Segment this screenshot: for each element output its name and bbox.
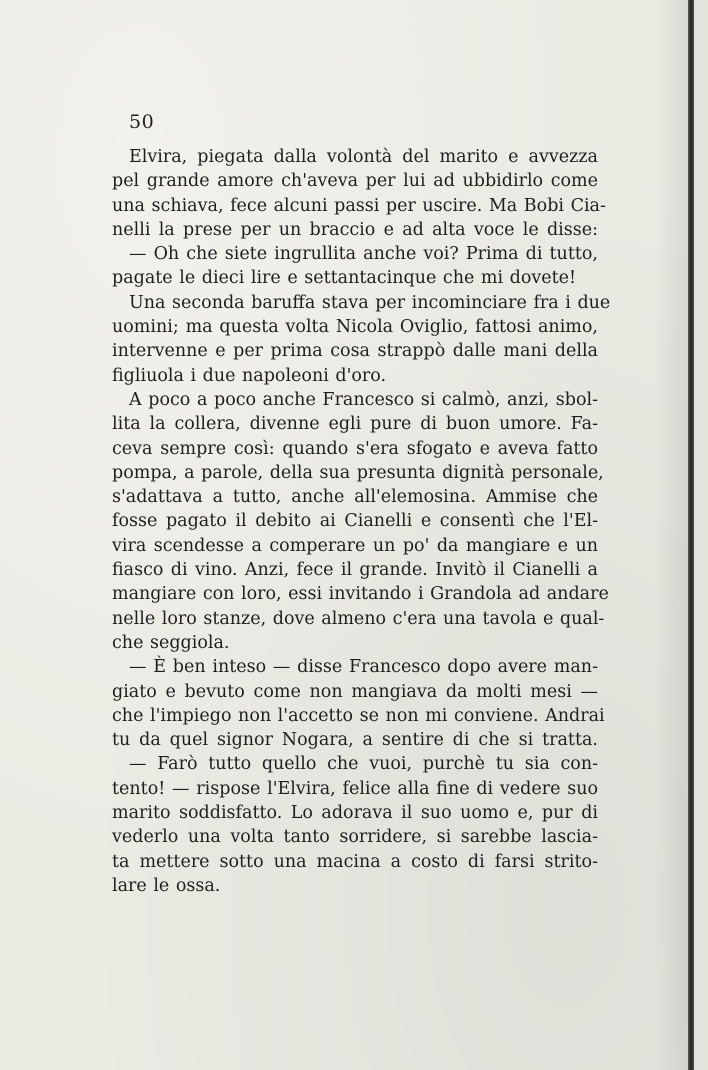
outer-margin bbox=[694, 0, 708, 1070]
text-line: che seggiola. bbox=[112, 632, 230, 653]
text-line: Una seconda baruffa stava per incominciare fra i due bbox=[129, 292, 611, 313]
text-line: una schiava, fece alcuni passi per uscire. Ma Bobi Cia- bbox=[112, 195, 606, 216]
text-line: vederlo una volta tanto sorridere, si sarebbe lascia- bbox=[112, 827, 598, 848]
binding-shadow bbox=[654, 0, 688, 1070]
text-line: lare le ossa. bbox=[112, 875, 221, 896]
text-line: tu da quel signor Nogara, a sentire di che si tratta. bbox=[112, 730, 598, 751]
text-line: ceva sempre così: quando s'era sfogato e aveva fatto bbox=[112, 438, 598, 459]
text-line: uomini; ma questa volta Nicola Oviglio, fattosi animo, bbox=[112, 317, 598, 338]
text-line: Elvira, piegata dalla volontà del marito e avvezza bbox=[129, 147, 598, 167]
text-line: ta mettere sotto una macina a costo di farsi strito- bbox=[112, 851, 598, 872]
text-line: A poco a poco anche Francesco si calmò, anzi, sbol- bbox=[129, 389, 598, 410]
text-line: pagate le dieci lire e settantacinque che mi dovete! bbox=[112, 268, 577, 289]
text-line: pel grande amore ch'aveva per lui ad ubbidirlo come bbox=[112, 171, 598, 192]
text-line: nelli la prese per un braccio e ad alta voce le disse: bbox=[112, 219, 598, 240]
text-line: marito soddisfatto. Lo adorava il suo uomo e, pur di bbox=[112, 803, 598, 824]
page-number: 50 bbox=[129, 111, 155, 133]
text-line: giato e bevuto come non mangiava da molti mesi — bbox=[112, 681, 598, 702]
text-line: — Farò tutto quello che vuoi, purchè tu sia con- bbox=[129, 754, 598, 775]
text-line: vira scendesse a comperare un po' da mangiare e un bbox=[112, 535, 598, 556]
text-line: s'adattava a tutto, anche all'elemosina. Ammise che bbox=[112, 487, 598, 508]
text-line: tento! — rispose l'Elvira, felice alla fine di vedere suo bbox=[112, 778, 598, 799]
text-line: pompa, a parole, della sua presunta dignità personale, bbox=[112, 462, 604, 483]
text-line: — È ben inteso — disse Francesco dopo avere man- bbox=[129, 657, 598, 678]
text-line: che l'impiego non l'accetto se non mi conviene. Andrai bbox=[112, 705, 605, 726]
text-line: mangiare con loro, essi invitando i Grandola ad andare bbox=[112, 584, 609, 605]
text-line: lita la collera, divenne egli pure di buon umore. Fa- bbox=[112, 414, 598, 435]
text-line: intervenne e per prima cosa strappò dalle mani della bbox=[112, 341, 598, 362]
text-line: fosse pagato il debito ai Cianelli e consentì che l'El- bbox=[112, 511, 598, 532]
text-line: fiasco di vino. Anzi, fece il grande. Invitò il Cianelli a bbox=[112, 560, 598, 581]
text-line: — Oh che siete ingrullita anche voi? Prima di tutto, bbox=[129, 244, 598, 265]
text-line: figliuola i due napoleoni d'oro. bbox=[112, 365, 387, 386]
text-line: nelle loro stanze, dove almeno c'era una tavola e qual- bbox=[112, 608, 605, 629]
body-text bbox=[112, 145, 611, 898]
